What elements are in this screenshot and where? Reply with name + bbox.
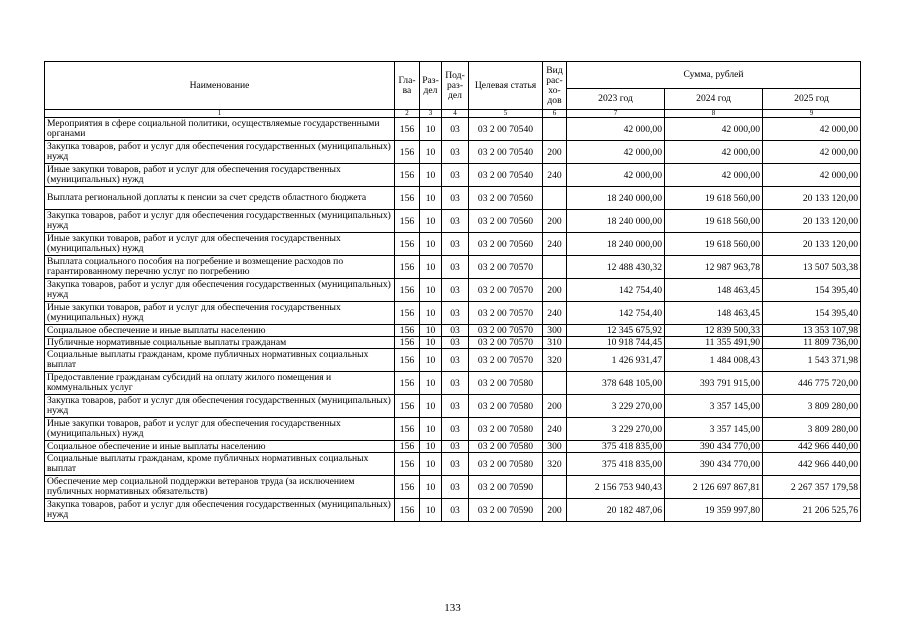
row-podrazdel: 03	[442, 395, 469, 418]
index-cell: 4	[442, 110, 469, 118]
row-podrazdel: 03	[442, 372, 469, 395]
row-vid: 240	[543, 164, 567, 187]
row-celevaya: 03 2 00 70580	[469, 372, 543, 395]
row-glava: 156	[395, 418, 420, 441]
row-name: Закупка товаров, работ и услуг для обеспечения государственных (муниципальных) нужд	[45, 210, 395, 233]
row-vid: 300	[543, 325, 567, 337]
index-cell: 9	[763, 110, 861, 118]
row-sum-2023: 18 240 000,00	[567, 233, 665, 256]
row-name: Иные закупки товаров, работ и услуг для обеспечения государственных (муниципальных) нужд	[45, 418, 395, 441]
row-sum-2023: 3 229 270,00	[567, 418, 665, 441]
row-celevaya: 03 2 00 70540	[469, 164, 543, 187]
row-sum-2024: 19 618 560,00	[665, 233, 763, 256]
row-sum-2025: 2 267 357 179,58	[763, 476, 861, 499]
row-celevaya: 03 2 00 70540	[469, 141, 543, 164]
row-glava: 156	[395, 302, 420, 325]
row-celevaya: 03 2 00 70570	[469, 337, 543, 349]
table-row	[45, 141, 861, 164]
row-vid: 200	[543, 279, 567, 302]
row-sum-2024: 148 463,45	[665, 279, 763, 302]
row-celevaya: 03 2 00 70540	[469, 118, 543, 141]
row-celevaya: 03 2 00 70580	[469, 453, 543, 476]
header-year-2025: 2025 год	[763, 89, 861, 110]
row-razdel: 10	[420, 210, 442, 233]
row-name: Иные закупки товаров, работ и услуг для обеспечения государственных (муниципальных) нужд	[45, 233, 395, 256]
row-sum-2025: 20 133 120,00	[763, 187, 861, 210]
row-name: Мероприятия в сфере социальной политики, осуществляемые государственными органами	[45, 118, 395, 141]
row-sum-2025: 42 000,00	[763, 164, 861, 187]
row-podrazdel: 03	[442, 141, 469, 164]
row-podrazdel: 03	[442, 418, 469, 441]
row-sum-2025: 13 507 503,38	[763, 256, 861, 279]
row-razdel: 10	[420, 279, 442, 302]
row-celevaya: 03 2 00 70570	[469, 325, 543, 337]
row-sum-2024: 2 126 697 867,81	[665, 476, 763, 499]
table-row	[45, 256, 861, 279]
row-sum-2023: 375 418 835,00	[567, 441, 665, 453]
row-podrazdel: 03	[442, 164, 469, 187]
row-sum-2024: 393 791 915,00	[665, 372, 763, 395]
row-sum-2025: 20 133 120,00	[763, 210, 861, 233]
row-podrazdel: 03	[442, 256, 469, 279]
table-row	[45, 279, 861, 302]
row-glava: 156	[395, 476, 420, 499]
row-razdel: 10	[420, 141, 442, 164]
row-razdel: 10	[420, 164, 442, 187]
row-sum-2025: 442 966 440,00	[763, 441, 861, 453]
row-vid: 200	[543, 141, 567, 164]
row-sum-2023: 20 182 487,06	[567, 499, 665, 522]
row-glava: 156	[395, 256, 420, 279]
row-podrazdel: 03	[442, 499, 469, 522]
row-razdel: 10	[420, 395, 442, 418]
row-vid: 310	[543, 337, 567, 349]
row-sum-2023: 12 488 430,32	[567, 256, 665, 279]
budget-table	[44, 61, 861, 522]
row-celevaya: 03 2 00 70580	[469, 441, 543, 453]
row-razdel: 10	[420, 302, 442, 325]
row-vid	[543, 372, 567, 395]
row-glava: 156	[395, 210, 420, 233]
index-cell: 2	[395, 110, 420, 118]
header-name: Наименование	[45, 62, 395, 110]
row-vid	[543, 118, 567, 141]
row-vid	[543, 187, 567, 210]
row-glava: 156	[395, 372, 420, 395]
row-podrazdel: 03	[442, 279, 469, 302]
row-sum-2023: 1 426 931,47	[567, 349, 665, 372]
row-sum-2025: 42 000,00	[763, 118, 861, 141]
table-row	[45, 476, 861, 499]
row-sum-2025: 3 809 280,00	[763, 418, 861, 441]
page-number: 133	[444, 602, 461, 614]
row-celevaya: 03 2 00 70560	[469, 233, 543, 256]
row-sum-2023: 42 000,00	[567, 164, 665, 187]
row-sum-2025: 42 000,00	[763, 141, 861, 164]
row-sum-2023: 378 648 105,00	[567, 372, 665, 395]
row-podrazdel: 03	[442, 302, 469, 325]
row-celevaya: 03 2 00 70580	[469, 395, 543, 418]
row-sum-2024: 390 434 770,00	[665, 453, 763, 476]
row-sum-2025: 21 206 525,76	[763, 499, 861, 522]
row-sum-2023: 3 229 270,00	[567, 395, 665, 418]
row-sum-2024: 42 000,00	[665, 118, 763, 141]
index-cell: 8	[665, 110, 763, 118]
header-year-2023: 2023 год	[567, 89, 665, 110]
row-razdel: 10	[420, 372, 442, 395]
row-razdel: 10	[420, 453, 442, 476]
index-cell: 3	[420, 110, 442, 118]
row-celevaya: 03 2 00 70570	[469, 349, 543, 372]
row-razdel: 10	[420, 337, 442, 349]
header-podrazdel: Под-раз-дел	[442, 62, 469, 110]
row-sum-2024: 19 359 997,80	[665, 499, 763, 522]
row-razdel: 10	[420, 441, 442, 453]
row-podrazdel: 03	[442, 337, 469, 349]
row-sum-2025: 154 395,40	[763, 279, 861, 302]
row-vid: 200	[543, 499, 567, 522]
table-row	[45, 233, 861, 256]
row-podrazdel: 03	[442, 187, 469, 210]
row-podrazdel: 03	[442, 441, 469, 453]
row-name: Социальное обеспечение и иные выплаты населению	[45, 441, 395, 453]
row-podrazdel: 03	[442, 233, 469, 256]
header-vid: Вид рас-хо-дов	[543, 62, 567, 110]
row-celevaya: 03 2 00 70560	[469, 210, 543, 233]
row-name: Публичные нормативные социальные выплаты гражданам	[45, 337, 395, 349]
row-vid: 240	[543, 233, 567, 256]
row-podrazdel: 03	[442, 476, 469, 499]
row-sum-2024: 3 357 145,00	[665, 395, 763, 418]
row-glava: 156	[395, 395, 420, 418]
row-glava: 156	[395, 118, 420, 141]
row-name: Предоставление гражданам субсидий на оплату жилого помещения и коммунальных услуг	[45, 372, 395, 395]
row-vid: 240	[543, 302, 567, 325]
row-celevaya: 03 2 00 70570	[469, 256, 543, 279]
row-podrazdel: 03	[442, 453, 469, 476]
row-sum-2025: 20 133 120,00	[763, 233, 861, 256]
row-name: Закупка товаров, работ и услуг для обеспечения государственных (муниципальных) нужд	[45, 499, 395, 522]
row-celevaya: 03 2 00 70570	[469, 302, 543, 325]
table-row	[45, 395, 861, 418]
row-name: Социальное обеспечение и иные выплаты населению	[45, 325, 395, 337]
row-glava: 156	[395, 453, 420, 476]
table-row	[45, 453, 861, 476]
row-celevaya: 03 2 00 70590	[469, 476, 543, 499]
row-razdel: 10	[420, 233, 442, 256]
table-row	[45, 337, 861, 349]
row-sum-2025: 3 809 280,00	[763, 395, 861, 418]
row-razdel: 10	[420, 187, 442, 210]
header-razdel: Раз-дел	[420, 62, 442, 110]
index-cell: 1	[45, 110, 395, 118]
row-name: Выплата региональной доплаты к пенсии за счет средств областного бюджета	[45, 187, 395, 210]
row-name: Выплата социального пособия на погребение и возмещение расходов по гарантированному перечню услуг по погребению	[45, 256, 395, 279]
table-row	[45, 325, 861, 337]
row-sum-2023: 18 240 000,00	[567, 187, 665, 210]
row-sum-2023: 142 754,40	[567, 279, 665, 302]
header-year-2024: 2024 год	[665, 89, 763, 110]
row-glava: 156	[395, 441, 420, 453]
row-razdel: 10	[420, 325, 442, 337]
table-row	[45, 118, 861, 141]
table-row	[45, 187, 861, 210]
row-sum-2024: 390 434 770,00	[665, 441, 763, 453]
row-sum-2023: 42 000,00	[567, 118, 665, 141]
table-row	[45, 499, 861, 522]
header-summa: Сумма, рублей	[567, 62, 861, 89]
row-glava: 156	[395, 337, 420, 349]
row-vid: 320	[543, 349, 567, 372]
row-sum-2024: 3 357 145,00	[665, 418, 763, 441]
row-glava: 156	[395, 141, 420, 164]
row-vid: 240	[543, 418, 567, 441]
row-razdel: 10	[420, 476, 442, 499]
row-sum-2025: 442 966 440,00	[763, 453, 861, 476]
row-celevaya: 03 2 00 70590	[469, 499, 543, 522]
row-glava: 156	[395, 233, 420, 256]
row-razdel: 10	[420, 418, 442, 441]
row-vid: 300	[543, 441, 567, 453]
row-vid: 200	[543, 395, 567, 418]
row-name: Социальные выплаты гражданам, кроме публичных нормативных социальных выплат	[45, 349, 395, 372]
row-sum-2024: 1 484 008,43	[665, 349, 763, 372]
row-glava: 156	[395, 279, 420, 302]
row-celevaya: 03 2 00 70560	[469, 187, 543, 210]
table-row	[45, 302, 861, 325]
row-vid	[543, 256, 567, 279]
row-razdel: 10	[420, 118, 442, 141]
row-sum-2025: 11 809 736,00	[763, 337, 861, 349]
index-cell: 5	[469, 110, 543, 118]
row-podrazdel: 03	[442, 210, 469, 233]
row-sum-2023: 10 918 744,45	[567, 337, 665, 349]
row-name: Иные закупки товаров, работ и услуг для обеспечения государственных (муниципальных) нужд	[45, 302, 395, 325]
table-row	[45, 210, 861, 233]
row-sum-2023: 18 240 000,00	[567, 210, 665, 233]
row-glava: 156	[395, 499, 420, 522]
row-celevaya: 03 2 00 70570	[469, 279, 543, 302]
row-sum-2023: 375 418 835,00	[567, 453, 665, 476]
row-name: Закупка товаров, работ и услуг для обеспечения государственных (муниципальных) нужд	[45, 141, 395, 164]
row-sum-2025: 13 353 107,98	[763, 325, 861, 337]
header-glava: Гла-ва	[395, 62, 420, 110]
row-sum-2024: 11 355 491,90	[665, 337, 763, 349]
row-name: Закупка товаров, работ и услуг для обеспечения государственных (муниципальных) нужд	[45, 279, 395, 302]
row-sum-2023: 2 156 753 940,43	[567, 476, 665, 499]
row-sum-2024: 19 618 560,00	[665, 187, 763, 210]
row-sum-2023: 42 000,00	[567, 141, 665, 164]
header-celevaya: Целевая статья	[469, 62, 543, 110]
row-sum-2025: 154 395,40	[763, 302, 861, 325]
row-sum-2024: 19 618 560,00	[665, 210, 763, 233]
row-name: Закупка товаров, работ и услуг для обеспечения государственных (муниципальных) нужд	[45, 395, 395, 418]
row-glava: 156	[395, 164, 420, 187]
row-sum-2023: 12 345 675,92	[567, 325, 665, 337]
table-row	[45, 164, 861, 187]
row-glava: 156	[395, 187, 420, 210]
row-name: Социальные выплаты гражданам, кроме публичных нормативных социальных выплат	[45, 453, 395, 476]
row-vid	[543, 476, 567, 499]
row-sum-2024: 42 000,00	[665, 164, 763, 187]
row-sum-2024: 148 463,45	[665, 302, 763, 325]
row-name: Обеспечение мер социальной поддержки ветеранов труда (за исключением публичных нормативных обязательств)	[45, 476, 395, 499]
row-sum-2024: 12 839 500,33	[665, 325, 763, 337]
row-celevaya: 03 2 00 70580	[469, 418, 543, 441]
row-sum-2025: 446 775 720,00	[763, 372, 861, 395]
table-body	[45, 118, 861, 522]
row-razdel: 10	[420, 256, 442, 279]
index-cell: 7	[567, 110, 665, 118]
table-row	[45, 372, 861, 395]
row-vid: 200	[543, 210, 567, 233]
column-index-row	[45, 110, 861, 118]
row-glava: 156	[395, 349, 420, 372]
row-sum-2024: 42 000,00	[665, 141, 763, 164]
row-name: Иные закупки товаров, работ и услуг для обеспечения государственных (муниципальных) нужд	[45, 164, 395, 187]
row-razdel: 10	[420, 349, 442, 372]
row-sum-2023: 142 754,40	[567, 302, 665, 325]
row-podrazdel: 03	[442, 118, 469, 141]
row-vid: 320	[543, 453, 567, 476]
row-podrazdel: 03	[442, 349, 469, 372]
row-razdel: 10	[420, 499, 442, 522]
index-cell: 6	[543, 110, 567, 118]
table-row	[45, 441, 861, 453]
row-sum-2025: 1 543 371,98	[763, 349, 861, 372]
row-glava: 156	[395, 325, 420, 337]
row-podrazdel: 03	[442, 325, 469, 337]
row-sum-2024: 12 987 963,78	[665, 256, 763, 279]
table-row	[45, 418, 861, 441]
table-row	[45, 349, 861, 372]
